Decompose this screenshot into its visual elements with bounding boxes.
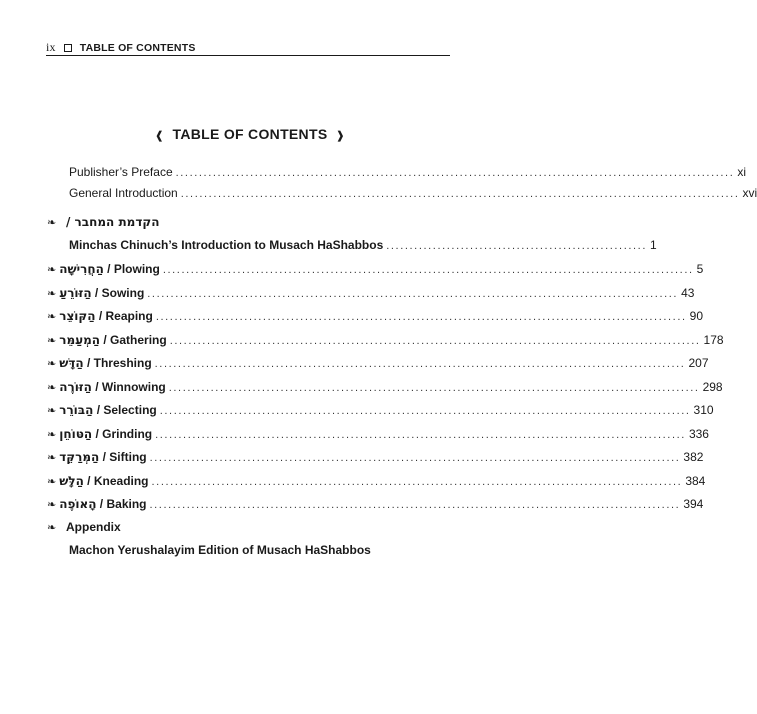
separator: / [95,309,106,323]
entry-page: 90 [689,309,704,323]
intro-hebrew-title: הקדמת המחבר / [66,215,160,229]
leader-dots: .................................................................................................................. [159,405,691,417]
entry-label [59,402,157,418]
toc-entry-chapter[interactable] [47,355,709,372]
entry-page: 382 [683,450,704,464]
leader-dots: ........................................................................................................................ [175,167,735,179]
leader-dots: ........................................................................................................................ [180,188,740,200]
fleuron-icon: ❧ [47,311,57,323]
entry-label [59,355,151,371]
toc-entry-chapter[interactable] [47,496,704,513]
toc-entry-appendix[interactable] [47,519,450,536]
separator: / [83,473,94,488]
entry-page: 336 [688,426,709,441]
english-title: Baking [106,497,147,511]
hebrew-title: הַמְּרַקֵּד [59,450,100,464]
ornament-right-icon: ❱ [335,130,346,142]
separator: / [103,262,114,276]
separator: / [91,285,102,300]
english-title: Sifting [109,450,147,464]
english-title: Selecting [103,403,157,417]
entry-label [59,332,167,348]
entry-page: 298 [702,379,723,394]
page-number: ix [46,40,56,54]
fleuron-icon: ❧ [47,264,57,276]
header-rule [46,55,450,56]
entry-page: 1 [650,238,657,252]
entry-label [59,449,146,465]
fleuron-icon: ❧ [47,334,57,347]
english-title: Grinding [102,426,153,441]
entry-page: 207 [688,356,709,370]
entry-page: 384 [685,473,706,488]
leader-dots: .................................................................................................................. [155,311,687,323]
hebrew-title: הַדָּשׁ [59,356,84,370]
leader-dots: .................................................................................................................. [149,452,681,464]
fleuron-icon: ❧ [47,358,57,370]
leader-dots: .................................................................................................................. [147,287,679,300]
entry-page: 5 [696,262,704,276]
entry-label [59,426,152,442]
entry-page: 310 [693,403,714,417]
entry-label: Publisher’s Preface [69,165,173,179]
toc-entry-chapter[interactable] [47,379,723,396]
separator: / [100,332,111,347]
english-title: Threshing [93,356,152,370]
entry-page: 43 [681,285,695,300]
toc-entry-general-introduction[interactable] [69,185,757,202]
entry-label: Appendix [66,520,121,534]
separator: / [93,403,104,417]
fleuron-icon: ❧ [47,499,57,511]
fleuron-icon: ❧ [47,217,57,229]
toc-title [0,126,500,142]
leader-dots: .................................................................................................................. [169,334,701,347]
leader-dots: .................................................................................................................. [168,381,700,394]
fleuron-icon: ❧ [47,522,57,534]
toc-entry-intro[interactable] [69,237,657,254]
english-title: Kneading [93,473,149,488]
hebrew-title: הַזּוֹרֶה [59,379,92,394]
fleuron-icon: ❧ [47,405,57,417]
toc-entry-chapter[interactable] [47,308,704,325]
leader-dots: .................................................................................................................. [151,475,683,488]
toc-entry-intro-hebrew[interactable] [47,214,450,231]
square-icon [64,44,72,52]
hebrew-title: הָאוֹפֶה [59,497,97,511]
entry-label [59,496,146,512]
toc-entry-appendix-subtitle [69,542,450,558]
fleuron-icon: ❧ [47,452,57,464]
hebrew-title: הַמְעַמֵּר [59,332,101,347]
toc-entry-publishers-preface[interactable] [69,164,747,181]
entry-label [59,285,144,301]
toc-entry-chapter[interactable] [47,261,704,278]
entry-label [59,308,153,324]
fleuron-icon: ❧ [47,428,57,441]
entry-label: General Introduction [69,186,178,200]
entry-page: xi [737,165,747,179]
fleuron-icon: ❧ [47,475,57,488]
english-title: Plowing [113,262,160,276]
leader-dots: .................................................................................................................. [149,499,681,511]
english-title: Gathering [110,332,167,347]
hebrew-title: הַחֲרִישָׁה [59,262,104,276]
separator: / [92,426,103,441]
leader-dots: .................................................................................................................. [154,358,686,370]
english-title: Sowing [101,285,145,300]
leader-dots: .................................................................................................................. [162,264,694,276]
fleuron-icon: ❧ [47,381,57,394]
leader-dots: ........................................................ [386,240,647,252]
separator: / [96,497,107,511]
toc-entry-chapter[interactable] [47,426,709,443]
entry-page: 394 [683,497,704,511]
toc-entry-chapter[interactable] [47,285,695,302]
running-head-title: TABLE OF CONTENTS [79,41,196,54]
hebrew-title: הַלָּשׁ [59,473,84,488]
entry-label: Minchas Chinuch’s Introduction to Musach HaShabbos [69,238,384,252]
toc-entry-chapter[interactable] [47,402,714,419]
entry-page: xvi [742,186,757,200]
hebrew-title: הַטּוֹחֵן [59,426,93,441]
separator: / [83,356,94,370]
hebrew-title: הַזּוֹרֵעַ [59,285,92,300]
entry-label [59,261,160,277]
hebrew-title: הַבּוֹרֵר [59,403,94,417]
ornament-left-icon: ❰ [154,130,165,142]
hebrew-title: הַקּוֹצֵר [59,309,96,323]
english-title: Winnowing [101,379,166,394]
english-title: Reaping [105,309,153,323]
leader-dots: .................................................................................................................. [155,428,686,441]
running-head [46,40,450,55]
toc-entry-chapter[interactable] [47,332,724,349]
toc-entry-chapter[interactable] [47,473,706,490]
entry-label [59,473,148,489]
entry-page: 178 [703,332,724,347]
toc-entry-chapter[interactable] [47,449,704,466]
page-title: TABLE OF CONTENTS [172,126,328,142]
entry-sublabel: Machon Yerushalayim Edition of Musach HaShabbos [69,543,371,557]
entry-label [59,379,166,395]
separator: / [99,450,110,464]
fleuron-icon: ❧ [47,287,57,300]
separator: / [91,379,102,394]
